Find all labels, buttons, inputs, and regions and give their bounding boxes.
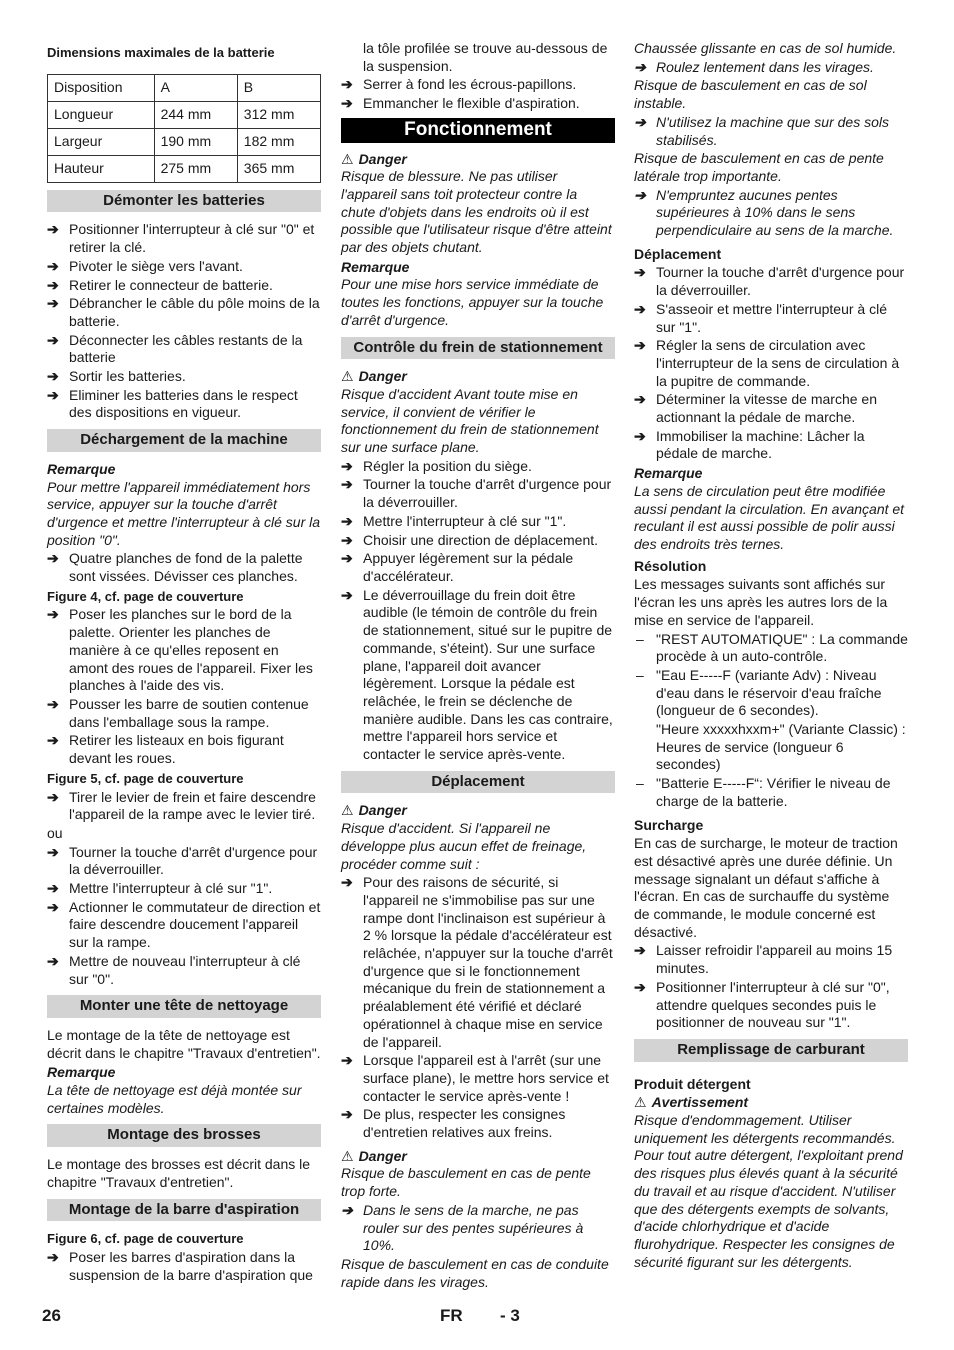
bullet-step: ➔ Déterminer la vitesse de marche en actionnant la pédale de marche. [634, 391, 877, 426]
tipping-text: Risque de basculement en cas de pente trop forte. [341, 1165, 591, 1200]
operation-remark: Pour une mise hors service immédiate de toutes les fonctions, appuyer sur la touche d'arrêt d'urgence. [341, 276, 604, 328]
arrow-icon: ➔ [47, 880, 59, 897]
arrow-icon: ➔ [634, 391, 646, 408]
uneven-text: Risque de basculement en cas de sol instable. [634, 77, 867, 112]
moving-heading: Déplacement [634, 245, 722, 262]
table-cell: 182 mm [237, 128, 320, 155]
bullet-step: ➔ Régler la sens de circulation avec l'interrupteur de la sens de circulation à la pupitre de commande. [634, 337, 900, 389]
section-parking-brake: Contrôle du frein de stationnement [341, 337, 615, 360]
moving-remark: La sens de circulation peut être modifiée aussi pendant la circulation. En avançant et reculant il est aussi possible de polir aussi des endroits très ternes. [634, 482, 905, 552]
arrow-icon: ➔ [341, 874, 353, 891]
resolution-text: Les messages suivants sont affichés sur l'écran les uns après les autres lors de la mise en service de l'appareil. [634, 576, 888, 628]
arrow-icon: ➔ [341, 95, 353, 112]
arrow-icon: ➔ [47, 550, 59, 567]
bullet-step: ➔ Lorsque l'appareil est à l'arrêt (sur une surface plane), le mettre hors service et contacter le service après-vente ! [341, 1052, 609, 1104]
language-code: FR [440, 1306, 463, 1325]
bullet-step: ➔ De plus, respecter les consignes d'entretien relatives aux freins. [341, 1106, 566, 1141]
arrow-icon: ➔ [47, 732, 59, 749]
arrow-icon: ➔ [634, 337, 646, 354]
bullet-step: ➔ Poser les planches sur le bord de la palette. Orienter les planches de manière à ce qu'elles reposent en amont des roues de l'appareil. Fixer les planches à l'aide des vis. [47, 606, 313, 694]
bullet-step: ➔ Appuyer légèrement sur la pédale d'accélérateur. [341, 550, 574, 584]
arrow-icon: ➔ [47, 843, 59, 860]
bullet-step: ➔ Emmancher le flexible d'aspiration. [341, 95, 580, 112]
table-cell: Hauteur [48, 155, 155, 182]
table-cell: Largeur [48, 128, 155, 155]
table-cell: B [237, 74, 320, 101]
tipping-text-2: Risque de basculement en cas de conduite rapide dans les virages. [341, 1256, 609, 1290]
dash-item-continuation: "Heure xxxxxhxxm+" (Variante Classic) : Heures de service (longueur 6 secondes) [656, 721, 906, 773]
warning-triangle-icon: ⚠ [341, 150, 354, 167]
section-unloading: Déchargement de la machine [47, 429, 321, 452]
moving-danger: Risque d'accident. Si l'appareil ne développe plus aucun effet de freinage, procéder comme suit : [341, 820, 587, 872]
figure-5-ref: Figure 5, cf. page de couverture [47, 770, 244, 786]
arrow-icon: ➔ [341, 586, 353, 603]
arrow-icon: ➔ [47, 257, 59, 274]
bullet-step: ➔ N'utilisez la machine que sur des sols stabilisés. [634, 113, 890, 148]
bullet-step: ➔ Mettre l'interrupteur à clé sur "1". [47, 880, 273, 897]
brake-danger: Risque d'accident Avant toute mise en service, il convient de vérifier le fonctionnement du frein de stationnement sur une surface plane. [341, 385, 599, 456]
danger-label: ⚠ Danger [341, 150, 407, 167]
warning-label: ⚠ Avertissement [634, 1094, 749, 1111]
arrow-icon: ➔ [47, 952, 59, 969]
warning-triangle-icon: ⚠ [341, 802, 354, 819]
dash-item: – "Eau E-----F (variante Adv) : Niveau d'eau dans le réservoir d'eau fraîche (longueur de 6 secondes). [636, 666, 882, 719]
bullet-step: ➔ Mettre l'interrupteur à clé sur "1". [341, 512, 567, 529]
table-row [48, 74, 321, 101]
operation-danger: Risque de blessure. Ne pas utiliser l'appareil sans toit protecteur contre la chute d'objets dans les endroits où il est possible que l'utilisateur risque d'être atteint par des objets chutant. [341, 168, 612, 256]
table-row [48, 155, 321, 182]
remark-label: Remarque [634, 465, 703, 482]
bullet-step: ➔ Dans le sens de la marche, ne pas rouler sur des pentes supérieures à 10%. [341, 1201, 584, 1254]
arrow-icon: ➔ [341, 1201, 353, 1218]
bullet-step: ➔ Déconnecter les câbles restants de la batterie [47, 331, 303, 366]
bullet-step: ➔ Tourner la touche d'arrêt d'urgence pour la déverrouiller. [47, 843, 318, 878]
column-3 [634, 40, 908, 1272]
detergent-heading: Produit détergent [634, 1075, 751, 1092]
table-cell: Longueur [48, 101, 155, 128]
remark-label: Remarque [341, 258, 410, 275]
arrow-icon: ➔ [634, 942, 646, 959]
figure-4-ref: Figure 4, cf. page de couverture [47, 588, 244, 604]
section-fuel-filling: Remplissage de carburant [634, 1039, 908, 1062]
arrow-icon: ➔ [634, 427, 646, 444]
arrow-icon: ➔ [341, 1052, 353, 1069]
bullet-step: ➔ Le déverrouillage du frein doit être audible (le témoin de contrôle du frein de stationnement, situé sur le pupitre de commande, s'éteint). Sur une surface plane, l'appareil doit avancer légèrement. Lorsque la pédale est relâchée, le frein se déclenche de manière audible. Dans les cas contraire, mettre l'appareil hors service et contacter le service après-vente. [341, 586, 613, 763]
section-moving: Déplacement [341, 771, 615, 794]
warning-triangle-icon: ⚠ [634, 1094, 647, 1111]
lateral-text: Risque de basculement en cas de pente latérale trop importante. [634, 150, 884, 184]
moving-steps [634, 264, 908, 463]
arrow-icon: ➔ [341, 476, 353, 493]
bullet-step: ➔ Pousser les barre de soutien contenue dans l'emballage sous la rampe. [47, 695, 309, 730]
danger-label: ⚠ Danger [341, 368, 407, 385]
arrow-icon: ➔ [634, 113, 646, 130]
head-text: Le montage de la tête de nettoyage est décrit dans le chapitre "Travaux d'entretien". [47, 1026, 321, 1061]
bullet-step: ➔ Choisir une direction de déplacement. [341, 531, 599, 548]
bullet-step: ➔ Pour des raisons de sécurité, si l'appareil ne s'immobilise pas sur une rampe dont l'inclinaison est supérieur à 2 % lorsque la pédale d'accélérateur est relâchée, n'appuyer sur la touche d'arrêt d'urgence que si le fonctionnement mécanique du frein de stationnement a préalablement été vérifié et déclaré opérationnel à chaque mise en service de l'appareil. [341, 874, 613, 1050]
section-mount-head: Monter une tête de nettoyage [47, 995, 321, 1018]
arrow-icon: ➔ [47, 221, 59, 238]
table-row [48, 101, 321, 128]
section-mount-brushes: Montage des brosses [47, 1124, 321, 1147]
or-text: ou [47, 824, 63, 841]
page-number: 26 [42, 1306, 61, 1325]
overload-heading: Surcharge [634, 816, 704, 833]
arrow-icon: ➔ [634, 186, 646, 203]
column-2 [341, 40, 615, 1292]
remark-label: Remarque [47, 460, 116, 477]
bullet-step: ➔ Retirer les listeaux en bois figurant devant les roues. [47, 732, 284, 767]
warning-triangle-icon: ⚠ [341, 368, 354, 385]
table-cell: 312 mm [237, 101, 320, 128]
dash-item: – "Batterie E-----F“: Vérifier le niveau de charge de la batterie. [636, 775, 891, 809]
remark-label: Remarque [47, 1064, 116, 1081]
detergent-text: Risque d'endommagement. Utiliser uniquement les détergents recommandés. Pour tout autre détergent, l'exploitant prend des risques plus élevés quant à la sécurité du travail et au risque d'accident. N'utiliser que des détergents exempts de solvants, d'acide chlorhydrique et d'acide flurohydrique. Respecter les consignes de sécurité figurant sur les détergents. [634, 1112, 903, 1270]
arrow-icon: ➔ [47, 898, 59, 915]
arrow-icon: ➔ [634, 978, 646, 995]
bullet-step: ➔ Positionner l'interrupteur à clé sur "0" et retirer la clé. [47, 221, 315, 256]
brush-text: Le montage des brosses est décrit dans le chapitre "Travaux d'entretien". [47, 1156, 311, 1190]
resolution-heading: Résolution [634, 557, 707, 574]
figure-4-steps [47, 606, 321, 767]
bullet-step: ➔ Débrancher le câble du pôle moins de la batterie. [47, 295, 320, 329]
arrow-icon: ➔ [47, 606, 59, 623]
arrow-icon: ➔ [634, 300, 646, 317]
bullet-step: ➔ S'asseoir et mettre l'interrupteur à clé sur "1". [634, 300, 887, 335]
bullet-step: ➔ Immobiliser la machine: Lâcher la pédale de marche. [634, 427, 865, 462]
table-cell: 244 mm [154, 101, 237, 128]
overload-steps [634, 942, 908, 1032]
danger-label: ⚠ Danger [341, 802, 407, 819]
sub-page-number: - 3 [500, 1306, 520, 1325]
arrow-icon: ➔ [47, 368, 59, 385]
arrow-icon: ➔ [341, 531, 353, 548]
bullet-step: ➔ Actionner le commutateur de direction et faire descendre doucement l'appareil sur la rampe. [47, 898, 321, 951]
bullet-step: ➔ Sortir les batteries. [47, 368, 186, 385]
bullet-step: ➔ Serrer à fond les écrous-papillons. [341, 76, 577, 93]
battery-dimensions-heading: Dimensions maximales de la batterie [47, 45, 275, 60]
brake-steps [341, 458, 615, 764]
battery-dimensions-table [47, 74, 321, 183]
arrow-icon: ➔ [47, 386, 59, 403]
arrow-icon: ➔ [47, 1248, 59, 1265]
figure-6-ref: Figure 6, cf. page de couverture [47, 1231, 244, 1247]
section-mount-suction-bar: Montage de la barre d'aspiration [47, 1199, 321, 1222]
bullet-step: ➔ Poser les barres d'aspiration dans la suspension de la barre d'aspiration que [47, 1248, 313, 1283]
bullet-step: ➔ Mettre de nouveau l'interrupteur à clé sur "0". [47, 952, 301, 987]
arrow-icon: ➔ [47, 295, 59, 312]
column-1 [47, 40, 321, 1285]
bullet-step: ➔ Pivoter le siège vers l'avant. [47, 257, 243, 274]
bullet-step: ➔ Régler la position du siège. [341, 457, 532, 474]
bullet-step: ➔ Laisser refroidir l'appareil au moins 15 minutes. [634, 942, 893, 977]
section-operation: Fonctionnement [341, 118, 615, 143]
arrow-icon: ➔ [341, 76, 353, 93]
bullet-step: ➔ Roulez lentement dans les virages. [634, 58, 874, 75]
arrow-icon: ➔ [341, 1106, 353, 1123]
unload-remark: Pour mettre l'appareil immédiatement hors service, appuyer sur la touche d'arrêt d'urgence et mettre l'interrupteur à clé sur la position "0". [47, 478, 321, 548]
arrow-icon: ➔ [634, 264, 646, 281]
bullet-step: ➔ Positionner l'interrupteur à clé sur "0", attendre quelques secondes puis le positionner de nouveau sur "1". [634, 978, 890, 1031]
suction-steps [341, 76, 615, 112]
bullet-step: ➔ Tourner la touche d'arrêt d'urgence pour la déverrouiller. [634, 264, 905, 299]
arrow-icon: ➔ [341, 550, 353, 567]
table-cell: Disposition [48, 74, 155, 101]
remove-batteries-steps [47, 221, 321, 422]
bullet-step: ➔ Retirer le connecteur de batterie. [47, 276, 273, 293]
warning-triangle-icon: ⚠ [341, 1147, 354, 1164]
bullet-step: ➔ Quatre planches de fond de la palette sont vissées. Dévisser ces planches. [47, 550, 303, 585]
arrow-icon: ➔ [47, 695, 59, 712]
danger-label: ⚠ Danger [341, 1147, 407, 1164]
bullet-step: ➔ Eliminer les batteries dans le respect des dispositions en vigueur. [47, 386, 298, 421]
bullet-step: ➔ Tourner la touche d'arrêt d'urgence pour la déverrouiller. [341, 476, 612, 511]
table-cell: 275 mm [154, 155, 237, 182]
section-remove-batteries: Démonter les batteries [47, 190, 321, 213]
table-row [48, 128, 321, 155]
dash-item: – "REST AUTOMATIQUE" : La commande procède à un auto-contrôle. [636, 630, 908, 665]
arrow-icon: ➔ [47, 788, 59, 805]
bullet-step: ➔ Tirer le levier de frein et faire descendre l'appareil de la rampe avec le levier tiré. [47, 788, 316, 823]
arrow-icon: ➔ [634, 58, 646, 75]
moving-steps [341, 874, 615, 1142]
bullet-step: ➔ N'empruntez aucunes pentes supérieures à 10% dans le sens perpendiculaire au sens de la marche. [634, 186, 894, 239]
slip-text: Chaussée glissante en cas de sol humide. [634, 40, 897, 56]
overload-text: En cas de surcharge, le moteur de traction est désactivé après une durée définie. Un message signalant un défaut s'affiche à l'écran. En cas de surchauffe du système de commande, le module concerné est désactivé. [634, 835, 898, 940]
table-cell: 190 mm [154, 128, 237, 155]
table-cell: A [154, 74, 237, 101]
arrow-icon: ➔ [47, 331, 59, 348]
continuation-text: la tôle profilée se trouve au-dessous de la suspension. [363, 40, 608, 74]
arrow-icon: ➔ [341, 512, 353, 529]
alternative-steps [47, 844, 321, 989]
arrow-icon: ➔ [341, 457, 353, 474]
arrow-icon: ➔ [47, 276, 59, 293]
table-cell: 365 mm [237, 155, 320, 182]
head-remark: La tête de nettoyage est déjà montée sur certaines modèles. [47, 1082, 302, 1116]
